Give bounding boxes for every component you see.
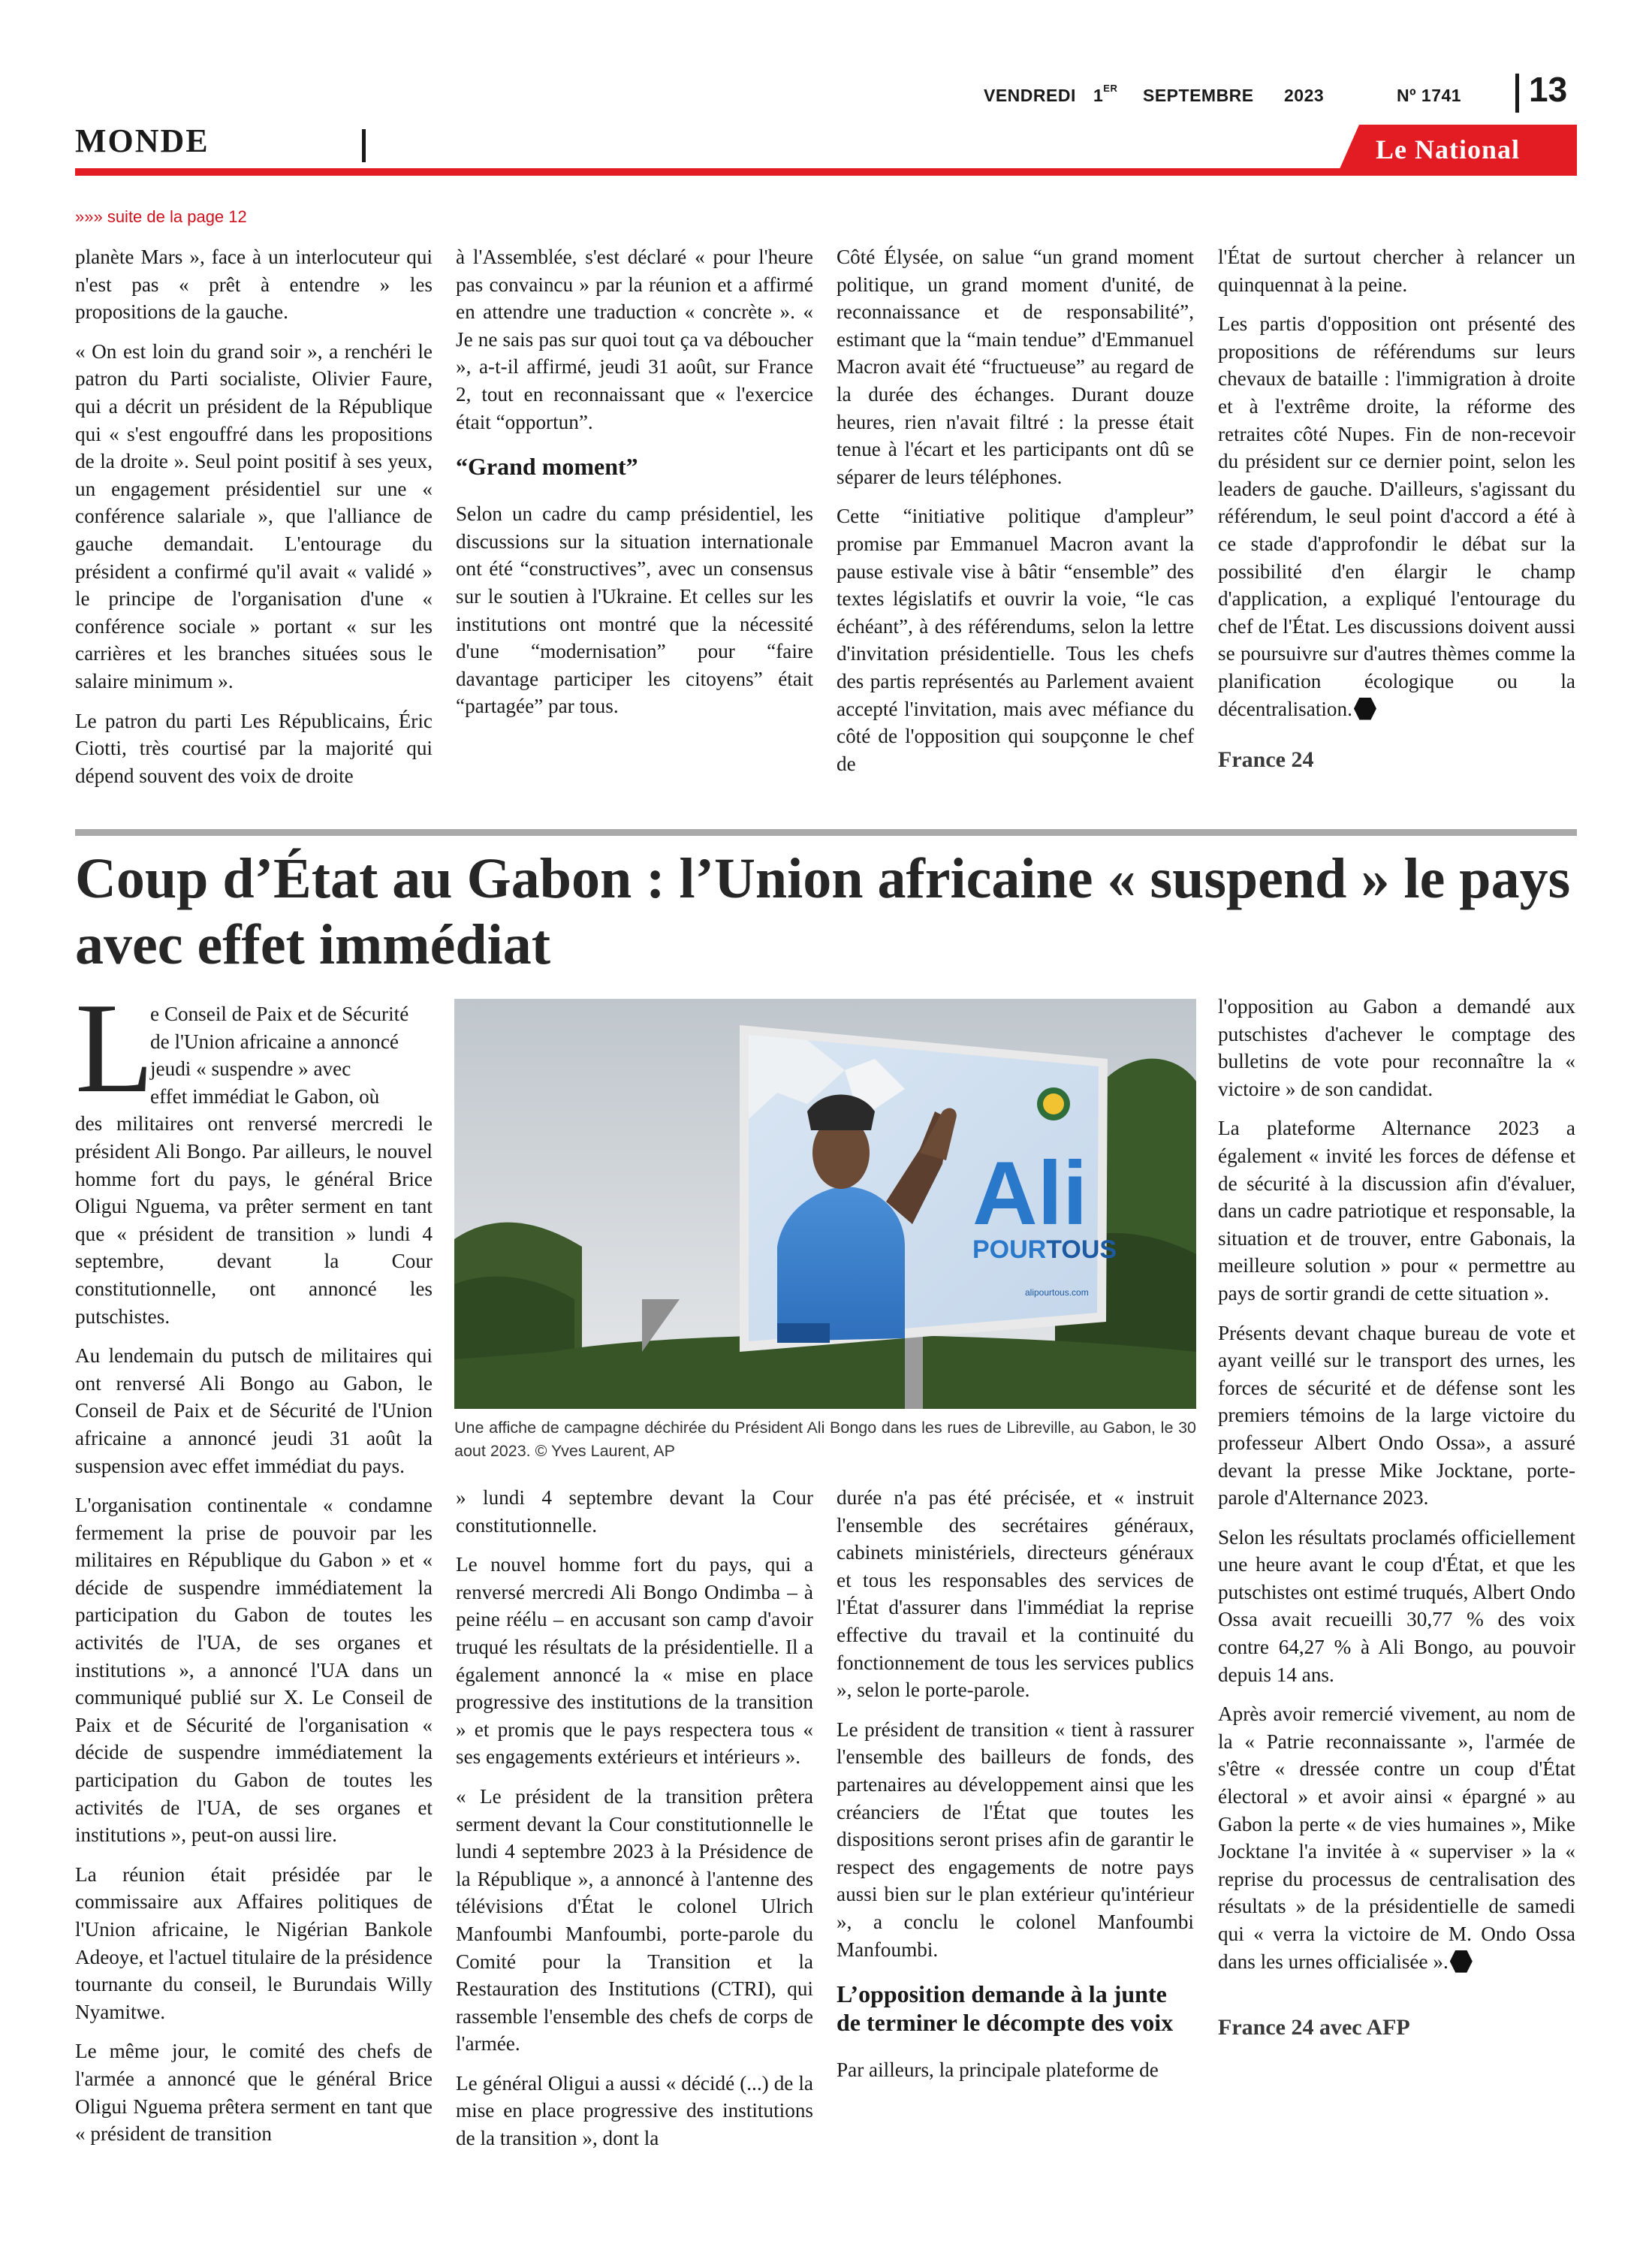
issue-day: VENDREDI bbox=[984, 86, 1076, 105]
paragraph: Les partis d'opposition ont présenté des propositions de référendums sur leurs chevaux de bataille : l'immigration à droite et à l'extrême droite, la réforme des retraites côté Nupes. Fin de non-recevoir du président sur ce dernier point, selon les leaders de gauche. D'ailleurs, s'agissant du référendum, le seul point d'accord a été à ce stade d'approfondir le débat sur la possibilité d'en élargir le champ d'application, a expliqué l'entourage du chef de l'État. Les discussions doivent aussi se poursuivre sur d'autres thèmes comme la planification écologique ou la décentralisation. bbox=[1218, 312, 1575, 720]
paragraph: La réunion était présidée par le commissaire aux Affaires politiques de l'Union africaine, le Nigérian Bankole Adeoye, et l'actuel titulaire de la présidence tournante du conseil, le Burundais Willy Nyamitwe. bbox=[75, 1862, 433, 2023]
paragraph: « On est loin du grand soir », a renchéri le patron du Parti socialiste, Olivier Faure, qui a décrit un président de la République qui « s'est engouffré dans les propositions de la droite ». Seul point positif à ses yeux, un engagement présidentiel sur une « conférence salariale », que l'alliance de gauche demandait. L'entourage du président a confirmé qu'il avait « validé » le principe de l'organisation d'une « conférence sociale » portant « sur les carrières et les branches situées sous le salaire minimum ». bbox=[75, 339, 433, 692]
paragraph: Au lendemain du putsch de militaires qui ont renversé Ali Bongo au Gabon, le Conseil de Paix et de Sécurité de l'Union africaine a annoncé jeudi 31 août la suspension avec effet immédiat du pays. bbox=[75, 1344, 433, 1477]
page-number: 13 bbox=[1529, 70, 1568, 109]
paragraph: Le nouvel homme fort du pays, qui a renversé mercredi Ali Bongo Ondimba – à peine réélu – en accusant son camp d'avoir truqué les résultats de la présidentielle. Il a également annoncé la « mise en place progressive des institutions de la transition » et promis que le pays respectera tous « ses engagements extérieurs et intérieurs ». bbox=[456, 1553, 813, 1769]
issue-date: 1ER bbox=[1093, 83, 1118, 105]
end-of-article-icon bbox=[1354, 698, 1376, 720]
paragraph: durée n'a pas été précisée, et « instruit l'ensemble des secrétaires généraux, cabinets ministériels, directeurs généraux et tous les responsables des services de l'État d'assurer dans l'immédiat la reprise effective du travail et la continuité du fonctionnement de tous les services publics », selon le porte-parole. bbox=[837, 1486, 1194, 1702]
paragraph: Le patron du parti Les Républicains, Éric Ciotti, très courtisé par la majorité qui dépend souvent des voix de droite bbox=[75, 709, 433, 787]
paragraph: l'État de surtout chercher à relancer un quinquennat à la peine. bbox=[1218, 246, 1575, 296]
lead-paragraph: e Conseil de Paix et de Sécurité de l'Union africaine a annoncé jeudi « suspendre » avec effet immédiat le Gabon, où des militaires ont renversé mercredi le président Ali Bongo. Par ailleurs, le nouvel homme fort du pays, le général Brice Oligui Nguema, va prêter serment en tant que « président de transition » lundi 4 septembre, devant la Cour constitutionnelle, ont annoncé les putschistes. bbox=[75, 1003, 433, 1328]
page-number-separator bbox=[1515, 74, 1519, 113]
paragraph: Après avoir remercié vivement, au nom de la « Patrie reconnaissante », l'armée de s'être « dressée contre un coup d'État électoral » et avoir ainsi « épargné » au Gabon la perte « de vies humaines », Mike Jocktane l'a invitée à « superviser » la « reprise du processus de centralisation des résultats » de la présidentielle de samedi qui « verra la victoire de M. Ondo Ossa dans les urnes officialisée ». bbox=[1218, 1703, 1575, 1973]
subheading: “Grand moment” bbox=[456, 453, 638, 481]
end-of-article-icon bbox=[1450, 1950, 1473, 1973]
paragraph: Le général Oligui a aussi « décidé (...) de la mise en place progressive des institutions de la transition », dont la bbox=[456, 2071, 813, 2150]
drop-cap: L bbox=[75, 977, 155, 1120]
issue-info bbox=[984, 81, 1509, 111]
section-title: MONDE bbox=[75, 122, 210, 159]
brand-name: Le National bbox=[1376, 134, 1521, 164]
paragraph: Présents devant chaque bureau de vote et ayant veillé sur le transport des urnes, les forces de sécurité et de défense sont les premiers témoins de la large victoire du professeur Albert Ondo Ossa», a assuré devant la presse Mike Jocktane, porte-parole d'Alternance 2023. bbox=[1218, 1321, 1575, 1510]
svg-text:alipourtous.com: alipourtous.com bbox=[1025, 1287, 1089, 1298]
paragraph: Selon un cadre du camp présidentiel, les discussions sur la situation internationale ont été “constructives”, avec un consensus sur le soutien à l'Ukraine. Et celles sur les institutions ont montré que la nécessité d'une “modernisation” pour “faire davantage participer les citoyens” était “partagée” par tous. bbox=[456, 502, 813, 718]
paragraph: Selon les résultats proclamés officiellement une heure avant le coup d'État, et que les putschistes ont estimé truqués, Albert Ondo Ossa avait recueilli 30,77 % des voix contre 64,27 % à Ali Bongo, au pouvoir depuis 14 ans. bbox=[1218, 1525, 1575, 1686]
paragraph: « Le président de la transition prêtera serment devant la Cour constitutionnelle le lundi 4 septembre 2023 à la Présidence de la République », a annoncé à l'antenne des télévisions d'État le colonel Ulrich Manfoumbi Manfoumbi, porte-parole du Comité pour la Transition et la Restauration des Institutions (CTRI), qui rassemble l'ensemble des chefs de corps de l'armée. bbox=[456, 1784, 813, 2055]
photo-caption: Une affiche de campagne déchirée du Président Ali Bongo dans les rues de Libreville, au Gabon, le 30 aout 2023. © Yves Laurent, AP bbox=[454, 1419, 1196, 1460]
paragraph: à l'Assemblée, s'est déclaré « pour l'heure pas convaincu » par la réunion et a affirmé en attendre une traduction « concrète ». « Je ne sais pas sur quoi tout ça va déboucher », a-t-il affirmé, jeudi 31 août, sur France 2, tout en reconnaissant que « l'exercice était “opportun”. bbox=[456, 246, 813, 433]
paragraph: Côté Élysée, on salue “un grand moment politique, un grand moment d'unité, de reconnaissance et de responsabilité”, estimant que la “main tendue” d'Emmanuel Macron avait été “fructueuse” au regard de la durée des échanges. Durant douze heures, rien n'avait filtré : la presse était tenue à l'écart et les participants ont dû se séparer de leurs téléphones. bbox=[837, 246, 1194, 488]
main-article-column-2 bbox=[456, 1484, 813, 2164]
main-article-column-4 bbox=[1218, 993, 1575, 2042]
svg-text:POURTOUS: POURTOUS bbox=[972, 1235, 1117, 1264]
paragraph: Le président de transition « tient à rassurer l'ensemble des bailleurs de fonds, des partenaires au développement ainsi que les créanciers de l'État que toutes les dispositions seront prises afin de garantir le respect des engagements de notre pays aussi bien sur le plan extérieur qu'intérieur », a conclu le colonel Manfoumbi Manfoumbi. bbox=[837, 1718, 1194, 1961]
top-article-column-1 bbox=[75, 243, 433, 801]
subheading: L’opposition demande à la junte de terminer le décompte des voix bbox=[837, 1980, 1174, 2037]
section-divider bbox=[362, 129, 366, 162]
paragraph: l'opposition au Gabon a demandé aux putschistes d'achever le comptage des bulletins de vote pour reconnaître la « victoire » de son candidat. bbox=[1218, 995, 1575, 1100]
paragraph: Le même jour, le comité des chefs de l'armée a annoncé que le général Brice Oligui Nguema prêtera serment en tant que « président de transition bbox=[75, 2040, 433, 2146]
paragraph: planète Mars », face à un interlocuteur qui n'est pas « prêt à entendre » les propositions de la gauche. bbox=[75, 246, 433, 324]
paragraph: » lundi 4 septembre devant la Cour constitutionnelle. bbox=[456, 1486, 813, 1537]
article-photo bbox=[454, 999, 1196, 1409]
article-divider bbox=[75, 829, 1577, 836]
continued-from-link[interactable]: »»» suite de la page 12 bbox=[75, 207, 247, 226]
issue-month: SEPTEMBRE bbox=[1143, 86, 1254, 105]
top-article-column-2 bbox=[456, 243, 813, 732]
paragraph: La plateforme Alternance 2023 a également « invité les forces de défense et de sécurité à la discussion afin d'évaluer, dans un cadre patriotique et responsable, la situation et de trouver, entre Gabonais, la meilleure solution » pour « permettre au pays de sortir grandi de cette situation ». bbox=[1218, 1117, 1575, 1304]
top-article-column-4 bbox=[1218, 243, 1575, 774]
paragraph: Par ailleurs, la principale plateforme de bbox=[837, 2058, 1159, 2082]
issue-year: 2023 bbox=[1284, 86, 1325, 105]
main-article-column-1 bbox=[75, 1000, 433, 2160]
issue-number: Nº 1741 bbox=[1397, 86, 1462, 105]
article-byline: France 24 bbox=[1218, 747, 1314, 773]
top-article-column-3 bbox=[837, 243, 1194, 789]
billboard-brand: Ali bbox=[972, 1143, 1088, 1244]
article-headline: Coup d’État au Gabon : l’Union africaine « suspend » le pays avec effet immédiat bbox=[75, 847, 1571, 976]
paragraph: L'organisation continentale « condamne fermement la prise de pouvoir par les militaires en République du Gabon » et « décide de suspendre immédiatement la participation du Gabon de toutes les activités de l'UA, de ses organes et institutions », a annoncé l'UA dans un communiqué publié sur X. Le Conseil de Paix et de Sécurité de l'organisation « décide de suspendre immédiatement la participation du Gabon de toutes les activités de l'UA, de ses organes et institutions », peut-on aussi lire. bbox=[75, 1494, 433, 1847]
main-article-column-3 bbox=[837, 1484, 1194, 2096]
article-byline: France 24 avec AFP bbox=[1218, 2015, 1410, 2040]
paragraph: Cette “initiative politique d'ampleur” promise par Emmanuel Macron avant la pause estivale vise à bâtir “ensemble” des textes législatifs et ouvrir la voie, “le cas échéant”, à des référendums, selon la lettre d'invitation présidentielle. Tous les chefs des partis représentés au Parlement avaient accepté l'invitation, mais avec méfiance du côté de l'opposition qui soupçonne le chef de bbox=[837, 505, 1194, 775]
